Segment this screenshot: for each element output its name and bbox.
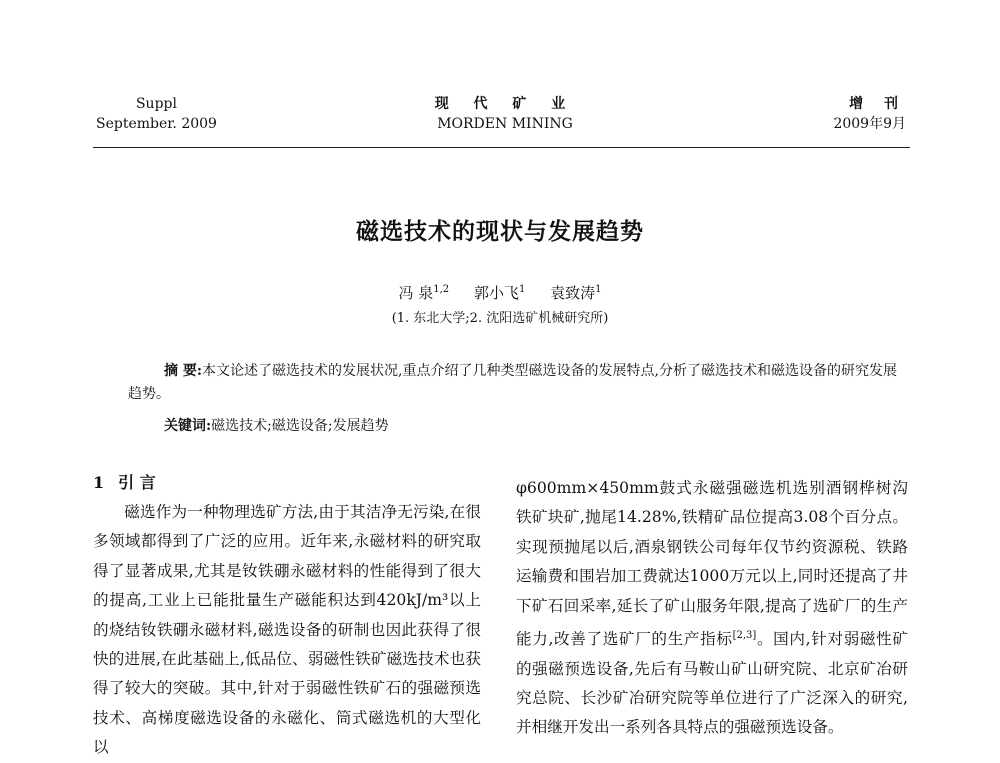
- header-supplement-cn: 增 刊: [849, 96, 906, 112]
- header-rule: [93, 147, 910, 148]
- affiliations: (1. 东北大学;2. 沈阳选矿机械研究所): [391, 311, 609, 326]
- paper-title: 磁选技术的现状与发展趋势: [356, 219, 644, 245]
- header-date-en: September. 2009: [96, 116, 217, 132]
- author-list: [0, 282, 1000, 303]
- citation: [2,3]: [732, 630, 757, 642]
- journal-name-en: MORDEN MINING: [437, 116, 573, 132]
- left-column: [93, 498, 481, 763]
- journal-issue-info: [96, 94, 217, 134]
- section-heading: [93, 470, 170, 493]
- header-suppl: Suppl: [135, 96, 177, 112]
- author: 袁致涛$^1$: [550, 284, 602, 302]
- continued-paragraph: φ600mm×450mm鼓式永磁强磁选机选别酒钢桦树沟铁矿块矿,抛尾14.28%,铁精矿品位提高3.08个百分点。实现预抛尾以后,酒泉钢铁公司每年仅节约资源税、铁路运输费和围岩加工费就达1000万元以上,同时还提高了井下矿石回采率,延长了矿山服务年限,提高了选矿厂的生产能力,改善了选矿厂的生产指标[2,3]。国内,针对弱磁性矿的强磁预选设备,先后有马鞍山矿山研究院、北京矿冶研究总院、长沙矿冶研究院等单位进行了广泛深入的研究,并相继开发出一系列各具特点的强磁预选设备。: [516, 479, 908, 737]
- intro-paragraph: 磁选作为一种物理选矿方法,由于其洁净无污染,在很多领域都得到了广泛的应用。近年来,永磁材料的研究取得了显著成果,尤其是钕铁硼永磁材料的性能得到了很大的提高,工业上已能批量生产磁能积达到420kJ/m³以上的烧结钕铁硼永磁材料,磁选设备的研制也因此获得了很快的进展,在此基础上,低品位、弱磁性铁矿磁选技术也获得了较大的突破。其中,针对于弱磁性铁矿石的强磁预选技术、高梯度磁选设备的永磁化、筒式磁选机的大型化以: [93, 503, 481, 757]
- abstract-text: 本文论述了磁选技术的发展状况,重点介绍了几种类型磁选设备的发展特点,分析了磁选技术和磁选设备的研究发展趋势。: [128, 363, 897, 402]
- right-column: [516, 474, 908, 743]
- author: 冯 泉$^{1,2}$: [398, 284, 450, 302]
- keywords-label: 关键词:: [164, 418, 212, 434]
- header-date-cn: 2009年9月: [833, 116, 906, 132]
- journal-name-cn: 现 代 矿 业: [434, 96, 576, 112]
- keywords-text: 磁选技术;磁选设备;发展趋势: [211, 418, 389, 434]
- section-number: 1: [93, 473, 105, 492]
- section-title: 引 言: [118, 473, 156, 492]
- journal-name: [400, 94, 610, 134]
- abstract: [128, 360, 898, 406]
- journal-issue-cn: [833, 94, 906, 134]
- abstract-label: 摘 要:: [164, 363, 203, 379]
- keywords: [164, 415, 389, 435]
- author: 郭小飞$^1$: [473, 284, 526, 302]
